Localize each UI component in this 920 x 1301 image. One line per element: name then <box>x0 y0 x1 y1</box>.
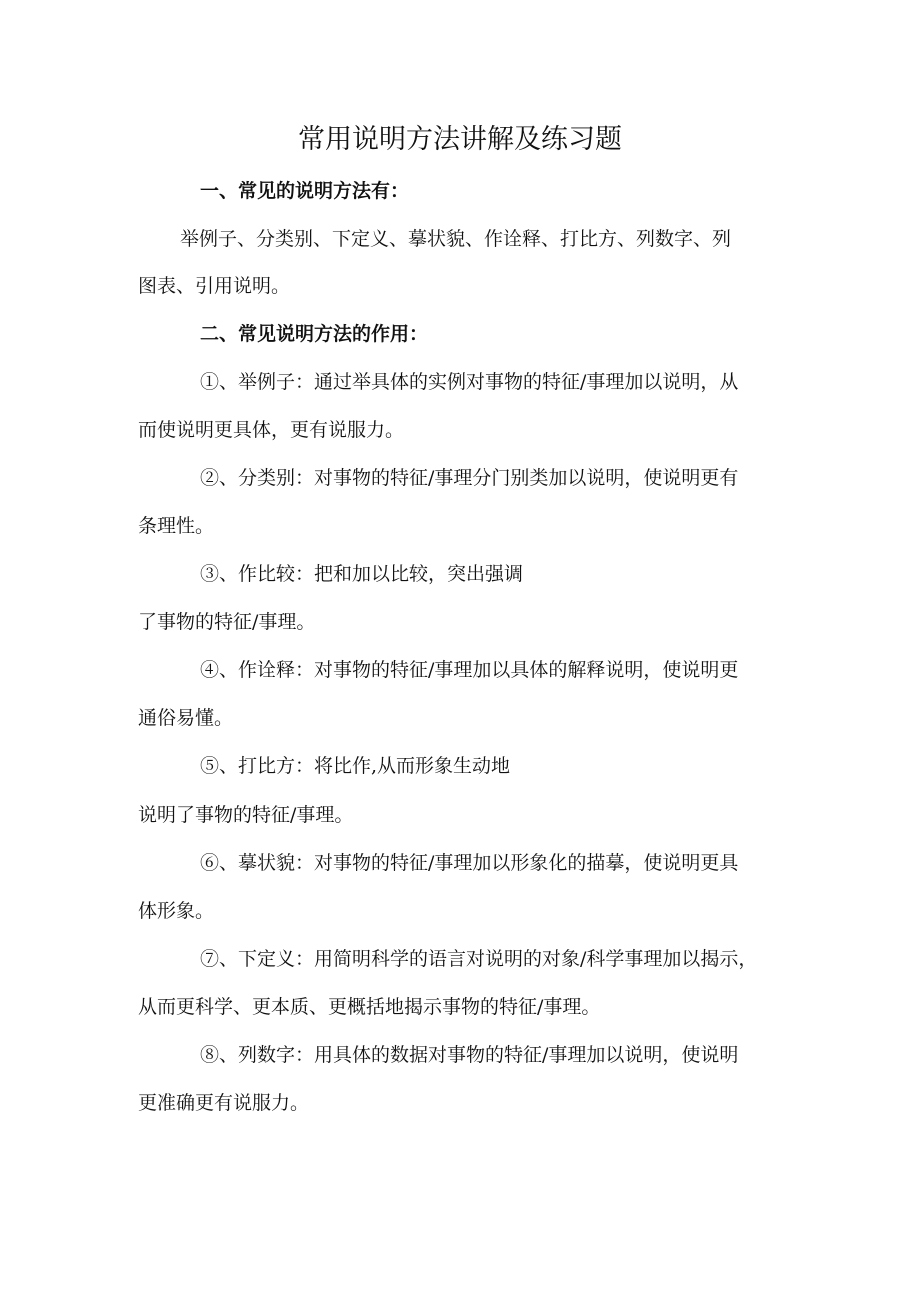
item-3-line-1: ③、作比较：把和加以比较，突出强调 <box>200 563 524 585</box>
item-2-line-1: ②、分类别：对事物的特征/事理分门别类加以说明，使说明更有 <box>200 467 739 489</box>
item-7-line-2: 从而更科学、更本质、更概括地揭示事物的特征/事理。 <box>138 996 601 1018</box>
item-8-line-1: ⑧、列数字：用具体的数据对事物的特征/事理加以说明，使说明 <box>200 1044 739 1066</box>
methods-list-line-2: 图表、引用说明。 <box>138 275 291 297</box>
item-8-line-2: 更准确更有说服力。 <box>138 1092 310 1114</box>
item-6-line-2: 体形象。 <box>138 900 215 922</box>
item-1-line-2: 而使说明更具体，更有说服力。 <box>138 419 405 441</box>
item-6-line-1: ⑥、摹状貌：对事物的特征/事理加以形象化的描摹，使说明更具 <box>200 852 739 874</box>
section-1-heading: 一、常见的说明方法有： <box>200 180 410 202</box>
section-2-heading: 二、常见说明方法的作用： <box>200 323 429 345</box>
methods-list-line-1: 举例子、分类别、下定义、摹状貌、作诠释、打比方、列数字、列 <box>180 228 732 250</box>
item-5-line-1: ⑤、打比方：将比作,从而形象生动地 <box>200 755 511 777</box>
item-4-line-1: ④、作诠释：对事物的特征/事理加以具体的解释说明，使说明更 <box>200 659 739 681</box>
item-3-line-2: 了事物的特征/事理。 <box>138 611 316 633</box>
item-7-line-1: ⑦、下定义：用简明科学的语言对说明的对象/科学事理加以揭示， <box>200 948 758 970</box>
page-title: 常用说明方法讲解及练习题 <box>298 124 622 155</box>
item-1-line-1: ①、举例子：通过举具体的实例对事物的特征/事理加以说明，从 <box>200 371 739 393</box>
item-4-line-2: 通俗易懂。 <box>138 707 234 729</box>
item-5-line-2: 说明了事物的特征/事理。 <box>138 804 354 826</box>
item-2-line-2: 条理性。 <box>138 515 215 537</box>
